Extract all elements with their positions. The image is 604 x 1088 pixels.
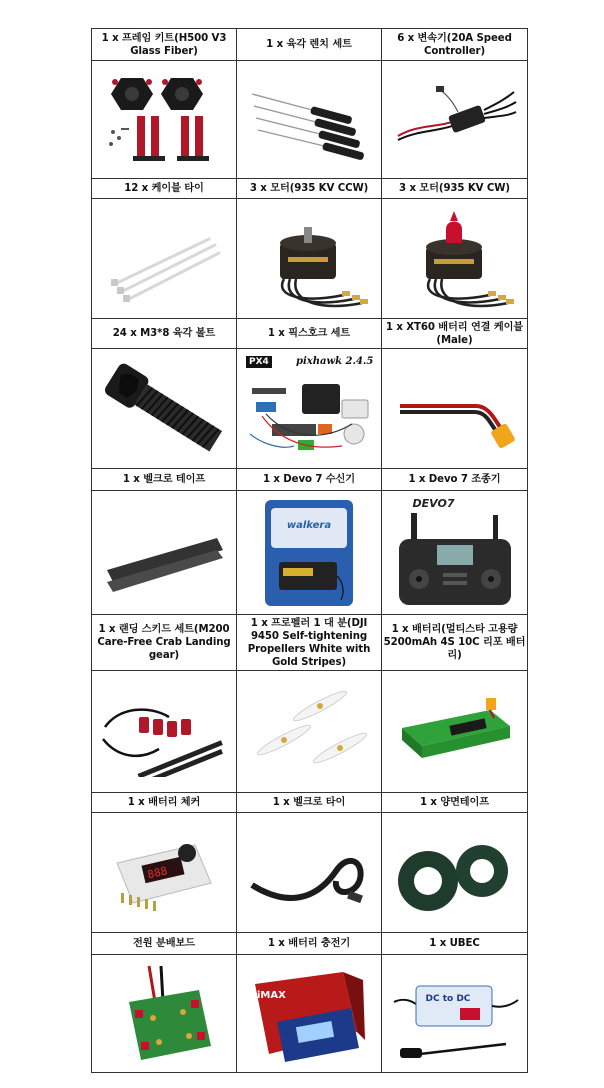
part-label: 3 x 모터(935 KV CCW) <box>237 179 382 199</box>
part-label: 1 x 프로펠러 1 대 분(DJI 9450 Self-tightening Propellers White with Gold Stripes) <box>237 615 382 671</box>
part-label: 1 x 랜딩 스키드 세트(M200 Care-Free Crab Landing gear) <box>92 615 237 671</box>
parts-list-sheet <box>91 28 527 1076</box>
part-label: 1 x 양면테이프 <box>382 793 528 813</box>
pixhawk-logo-text: pixhawk 2.4.5 <box>296 355 374 367</box>
px4-badge: PX4 <box>246 356 272 368</box>
part-label: 1 x 육각 렌치 세트 <box>237 29 382 61</box>
part-label: 1 x 벨크로 테이프 <box>92 469 237 491</box>
part-label: 1 x 픽스호크 세트 <box>237 319 382 349</box>
propeller-image <box>237 671 382 793</box>
part-label: 1 x Devo 7 조종기 <box>382 469 528 491</box>
part-label: 1 x Devo 7 수신기 <box>237 469 382 491</box>
frame-kit-image <box>92 61 237 179</box>
part-label: 전원 분배보드 <box>92 933 237 955</box>
hex-wrench-set-image <box>237 61 382 179</box>
devo7-transmitter-image <box>382 491 528 615</box>
devo7-receiver-image <box>237 491 382 615</box>
part-label: 1 x 배터리(멀티스타 고용량 5200mAh 4S 10C 리포 배터리) <box>382 615 528 671</box>
part-label: 12 x 케이블 타이 <box>92 179 237 199</box>
walkera-logo-text: walkera <box>286 519 332 531</box>
imax-logo-text: iMAX <box>257 989 286 1001</box>
ubec-image <box>382 955 528 1073</box>
motor-cw-image <box>382 199 528 319</box>
part-label: 6 x 변속기(20A Speed Controller) <box>382 29 528 61</box>
part-label: 1 x 프레임 키트(H500 V3 Glass Fiber) <box>92 29 237 61</box>
devo7-logo-text: DEVO7 <box>412 496 455 510</box>
cable-tie-image <box>92 199 237 319</box>
motor-ccw-image <box>237 199 382 319</box>
ubec-logo-text: DC to DC <box>425 993 471 1004</box>
double-sided-tape-image <box>382 813 528 933</box>
parts-table <box>91 28 528 1073</box>
battery-checker-image <box>92 813 237 933</box>
speed-controller-image <box>382 61 528 179</box>
part-label: 1 x XT60 배터리 연결 케이블(Male) <box>382 319 528 349</box>
velcro-tape-image <box>92 491 237 615</box>
part-label: 1 x 배터리 충전기 <box>237 933 382 955</box>
part-label: 3 x 모터(935 KV CW) <box>382 179 528 199</box>
hex-bolt-image <box>92 349 237 469</box>
xt60-cable-image <box>382 349 528 469</box>
part-label: 1 x UBEC <box>382 933 528 955</box>
part-label: 1 x 벨크로 타이 <box>237 793 382 813</box>
svg-text:888: 888 <box>146 863 169 881</box>
lipo-battery-image <box>382 671 528 793</box>
pixhawk-set-image <box>237 349 382 469</box>
velcro-tie-image <box>237 813 382 933</box>
part-label: 24 x M3*8 육각 볼트 <box>92 319 237 349</box>
landing-skid-image <box>92 671 237 793</box>
part-label: 1 x 배터리 체커 <box>92 793 237 813</box>
power-distribution-board-image <box>92 955 237 1073</box>
battery-charger-image <box>237 955 382 1073</box>
